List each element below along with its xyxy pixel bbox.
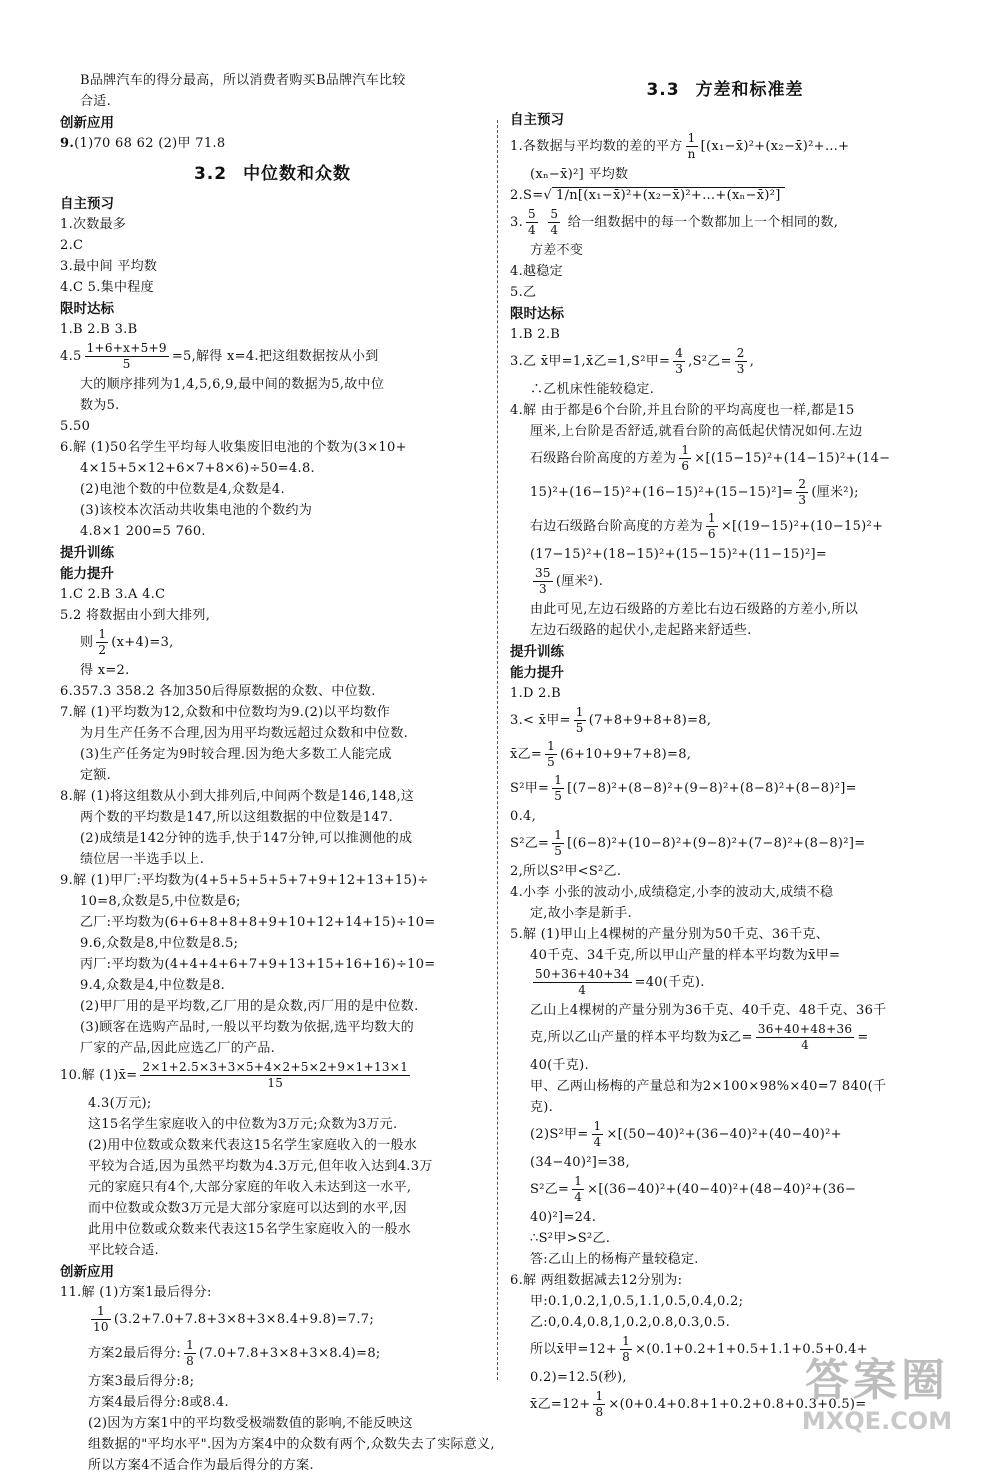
denominator: 10: [93, 1320, 109, 1334]
answer-5-eq: [60, 626, 485, 660]
text-line: 组数据的"平均水平".因为方案4中的众数有两个,众数失去了实际意义,: [88, 1437, 495, 1452]
text-line: (2)成绩是142分钟的选手,快于147分钟,可以推测他的成: [80, 831, 413, 846]
answer-line: 9.解 (1)甲厂:平均数为(4+5+5+5+5+7+9+12+13+15)÷: [60, 873, 429, 888]
denominator: n: [687, 147, 696, 161]
answer-line: 6.解 两组数据减去12分别为:: [510, 1273, 683, 1288]
text-line: 定,故小李是新手.: [530, 906, 632, 921]
answer-text: =40(千克).: [634, 975, 705, 990]
answer-text: x̄乙=: [510, 747, 543, 762]
fraction: [679, 443, 691, 474]
denominator: 5: [575, 721, 584, 735]
text-line: 4×15+5×12+6×7+8×6)÷50=4.8.: [80, 461, 315, 476]
text-line: (3)顾客在选购产品时,一般以平均数为依据,选平均数大的: [80, 1020, 415, 1035]
answer-text: 3.< x̄甲=: [510, 713, 571, 728]
text-line: 为月生产任务不合理,因为用平均数远超过众数和中位数.: [80, 726, 409, 741]
answer-text: (7+8+9+8+8)=8,: [588, 713, 712, 728]
answer-10: [60, 1059, 485, 1093]
answer-2: 2.S=√ 1/n[(x₁−x̄)²+(x₂−x̄)²+…+(xₙ−x̄)²]: [510, 185, 940, 206]
denominator: 4: [801, 1038, 809, 1052]
denominator: 6: [681, 459, 690, 473]
answer-text: 右边石级路台阶高度的方差为: [530, 519, 703, 534]
section-number: 3.3: [646, 80, 680, 100]
numerator: 1: [595, 1389, 604, 1403]
text-line: 克).: [530, 1100, 554, 1115]
text-line: 答:乙山上的杨梅产量较稳定.: [530, 1252, 699, 1267]
numerator: 1: [681, 443, 690, 457]
answer-line: 4.C 5.集中程度: [60, 280, 154, 295]
fraction: [184, 1338, 196, 1369]
text-line: 厂家的产品,因此应选乙厂的产品.: [80, 1041, 276, 1056]
subheading-training: 提升训练: [510, 644, 564, 660]
numerator: 5: [550, 207, 559, 221]
fraction: [620, 1334, 632, 1365]
answer-line: 1.C 2.B 3.A 4.C: [60, 587, 166, 602]
answer-4-eq: [510, 476, 940, 510]
subheading-preview: 自主预习: [510, 112, 564, 128]
answer-line: 5.解 (1)甲山上4棵树的产量分别为50千克、36千克、: [510, 927, 830, 942]
text-line: 平比较合适.: [88, 1243, 159, 1258]
fraction: [673, 346, 685, 377]
fraction: [552, 828, 564, 859]
text-line: 0.2)=12.5(秒),: [530, 1370, 627, 1385]
text-line: 甲:0.1,0.2,1,0.5,1.1,0.5,0.4,0.2;: [530, 1294, 744, 1309]
answer-text: 15)²+(16−15)²+(16−15)²+(15−15)²]=: [530, 485, 794, 500]
answer-5-eq: [510, 1021, 940, 1055]
answer-text: ×(0+0.4+0.8+1+0.2+0.8+0.3+0.5)=: [608, 1397, 867, 1412]
answer-line: 6.357.3 358.2 各加350后得原数据的众数、中位数.: [60, 684, 376, 699]
answer-line: 7.解 (1)平均数为12,众数和中位数均为9.(2)以平均数作: [60, 705, 391, 720]
text-line: 甲、乙两山杨梅的产量总和为2×100×98%×40=7 840(千: [530, 1079, 887, 1094]
text-line: ∴S²甲>S²乙.: [530, 1231, 611, 1246]
denominator: 3: [538, 582, 547, 596]
watermark-logo-text: 答案圈: [805, 1355, 949, 1406]
numerator: 1+6+x+5+9: [86, 341, 167, 355]
text-line: (xₙ−x̄)²] 平均数: [530, 167, 629, 182]
answer-text: ×[(50−40)²+(36−40)²+(40−40)²+: [606, 1127, 842, 1142]
denominator: 8: [622, 1350, 630, 1364]
question-number: 9.: [60, 136, 75, 151]
left-column: [60, 70, 495, 1476]
text-line: 40千克、34千克,所以甲山产量的样本平均数为x̄甲=: [530, 948, 841, 963]
answer-line: 5.50: [60, 419, 91, 434]
fraction: [91, 1304, 111, 1335]
text-line: 元的家庭只有4个,大部分家庭的年收入未达到这一水平,: [88, 1180, 412, 1195]
numerator: 1: [575, 705, 584, 719]
answer-text: 2.S=: [510, 188, 544, 203]
numerator: 1: [98, 627, 107, 641]
sqrt-expression: 1/n[(x₁−x̄)²+(x₂−x̄)²+…+(xₙ−x̄)²]: [552, 187, 785, 203]
answer-text: (厘米²);: [811, 485, 859, 500]
answer-3: [510, 206, 940, 240]
text-line: (2)甲厂用的是平均数,乙厂用的是众数,丙厂用的是中位数.: [80, 999, 419, 1014]
numerator: 1: [186, 1338, 194, 1352]
text-line: 合适.: [80, 94, 112, 109]
right-column: [510, 70, 940, 1422]
numerator: 50+36+40+34: [535, 967, 630, 981]
answer-text: ×[(19−15)²+(10−15)²+: [720, 519, 884, 534]
denominator: 8: [595, 1405, 604, 1419]
answer-line: 4.越稳定: [510, 264, 563, 279]
text-line: 所以方案4不适合作为最后得分的方案.: [88, 1458, 314, 1473]
text-line: 厘米,上台阶是否舒适,就看台阶的高低起伏情况如何.左边: [530, 424, 863, 439]
denominator: 8: [186, 1354, 194, 1368]
numerator: 1: [593, 1119, 602, 1133]
text-line: 40(千克).: [530, 1058, 589, 1073]
answer-text: 3.乙 x̄甲=1,x̄乙=1,S²甲=: [510, 354, 671, 369]
section-number: 3.2: [193, 164, 228, 184]
answer-text: S²甲=: [510, 781, 550, 796]
answer-text: 石级路台阶高度的方差为: [530, 451, 677, 466]
fraction: [526, 207, 538, 238]
subheading-preview: 自主预习: [60, 196, 114, 212]
answer-text: (厘米²).: [555, 574, 604, 589]
numerator: 5: [528, 207, 536, 221]
text-line: (3)生产任务定为9时较合理.因为绝大多数工人能完成: [80, 747, 392, 762]
denominator: 4: [550, 223, 559, 237]
text-line: 定额.: [80, 768, 112, 783]
answer-text: S²乙=: [530, 1182, 570, 1197]
text-line: (2)因为方案1中的平均数受极端数值的影响,不能反映这: [88, 1416, 413, 1431]
answer-text: (x+4)=3,: [111, 635, 174, 650]
numerator: 1: [91, 1304, 111, 1320]
text-line: 9.4,众数是4,中位数是8.: [80, 978, 226, 993]
text-line: (2)电池个数的中位数是4,众数是4.: [80, 482, 285, 497]
answer-text: =: [857, 1030, 869, 1045]
watermark-url: MXQE.COM: [801, 1407, 953, 1435]
text-line: 而中位数或众数3万元是大部分家庭可以达到的水平,因: [88, 1201, 407, 1216]
answer-line: 4.小李 小张的波动小,成绩稳定,小李的波动大,成绩不稳: [510, 885, 834, 900]
answer-line: 5.乙: [510, 285, 537, 300]
text-line: 9.6,众数是8,中位数是8.5;: [80, 936, 239, 951]
numerator: 1: [554, 828, 563, 842]
answer-text: 方案2最后得分:: [88, 1346, 182, 1361]
text-line: ∴乙机床性能较稳定.: [530, 382, 655, 397]
numerator: 35: [535, 566, 551, 580]
text-line: 方案4最后得分:8或8.4.: [88, 1395, 229, 1410]
answer-text: (1)70 68 62 (2)甲 71.8: [74, 136, 226, 151]
denominator: 4: [578, 983, 587, 997]
answer-text: ×[(15−15)²+(14−15)²+(14−: [694, 451, 891, 466]
answer-9: [60, 133, 485, 154]
numerator: 4: [675, 346, 684, 360]
text-line: (34−40)²]=38,: [530, 1155, 630, 1170]
denominator: 5: [122, 357, 131, 371]
text-line: 方案3最后得分:8;: [88, 1374, 195, 1389]
text-line: (3)该校本次活动共收集电池的个数约为: [80, 503, 313, 518]
answer-text: 克,所以乙山产量的样本平均数为x̄乙=: [530, 1030, 753, 1045]
answer-line: 1.B 2.B 3.B: [60, 322, 138, 337]
answer-line: 6.解 (1)50名学生平均每人收集废旧电池的个数为(3×10+: [60, 440, 407, 455]
answer-text: 给一组数据中的每一个数都加上一个相同的数,: [567, 215, 839, 230]
fraction: [735, 346, 747, 377]
subheading-training: 提升训练: [60, 545, 114, 561]
subheading-ability: 能力提升: [510, 665, 564, 681]
denominator: 3: [675, 362, 684, 376]
answer-1: [510, 130, 940, 164]
question-number: 4.5: [60, 349, 82, 364]
fraction: [545, 739, 557, 770]
fraction: [592, 1119, 604, 1150]
text-line: 4.3(万元);: [88, 1096, 152, 1111]
numerator: 1: [707, 511, 716, 525]
answer-text: x̄乙=12+: [530, 1397, 591, 1412]
numerator: 2×1+2.5×3+3×5+4×2+5×2+9×1+13×1: [142, 1060, 409, 1074]
answer-line: 8.解 (1)将这组数从小到大排列后,中间两个数是146,148,这: [60, 789, 415, 804]
fraction: [552, 773, 564, 804]
subheading-ability: 能力提升: [60, 566, 114, 582]
section-name: 方差和标准差: [695, 80, 804, 100]
numerator: 1: [547, 739, 556, 753]
denominator: 3: [798, 493, 807, 507]
question-number: 3.: [510, 215, 524, 230]
answer-text: ,S²乙=: [688, 354, 732, 369]
fraction: [706, 511, 718, 542]
text-line: 丙厂:平均数为(4+4+4+6+7+9+13+15+16+16)÷10=: [80, 957, 436, 972]
answer-text: 10.解 (1)x̄=: [60, 1068, 138, 1083]
fraction: [140, 1060, 410, 1091]
text-line: 这15名学生家庭收入的中位数为3万元;众数为3万元.: [88, 1117, 398, 1132]
text-line: 得 x=2.: [80, 663, 130, 678]
fraction: [756, 1022, 855, 1053]
text-line: 绩位居一半选手以上.: [80, 852, 205, 867]
answer-line: 11.解 (1)方案1最后得分:: [60, 1285, 212, 1300]
denominator: 3: [736, 362, 745, 376]
answer-3-eq: [510, 704, 940, 738]
answer-11-eq: [60, 1303, 485, 1337]
text-line: 10=8,众数是5,中位数是6;: [80, 894, 241, 909]
answer-line: 1.D 2.B: [510, 686, 562, 701]
answer-4-eq: [510, 565, 940, 599]
answer-line: 1.B 2.B: [510, 327, 561, 342]
section-title-3-2: [60, 164, 485, 185]
text-line: (2)用中位数或众数来代表这15名学生家庭收入的一般水: [88, 1138, 418, 1153]
numerator: 1: [686, 131, 698, 147]
denominator: 4: [593, 1135, 602, 1149]
fraction: [572, 1174, 584, 1205]
text-line: 两个数的平均数是147,所以这组数据的中位数是147.: [80, 810, 393, 825]
text-line: 此用中位数或众数来代表这15名学生家庭收入的一般水: [88, 1222, 412, 1237]
text-line: 乙厂:平均数为(6+6+8+8+8+9+10+12+14+15)÷10=: [80, 915, 436, 930]
answer-text: (2)S²甲=: [530, 1127, 589, 1142]
answer-text: S²乙=: [510, 836, 550, 851]
answer-text: 则: [80, 635, 94, 650]
text-line: 2,所以S²甲<S²乙.: [510, 864, 622, 879]
answer-line: 4.解 由于都是6个台阶,并且台阶的平均高度也一样,都是15: [510, 403, 855, 418]
subheading-innovation: 创新应用: [60, 115, 114, 131]
answer-4-eq: [510, 510, 940, 544]
numerator: 1: [574, 1174, 583, 1188]
denominator: 4: [574, 1190, 583, 1204]
watermark-logo: [782, 1355, 972, 1445]
text-line: 乙:0,0.4,0.8,1,0.2,0.8,0.3,0.5.: [530, 1315, 731, 1330]
subheading-timed: 限时达标: [510, 306, 564, 322]
answer-text: =5,解得 x=4.把这组数据按从小到: [171, 349, 379, 364]
numerator: 1: [622, 1334, 630, 1348]
text-line: 由此可见,左边石级路的方差比右边石级路的方差小,所以: [530, 602, 859, 617]
answer-4-eq: [510, 442, 940, 476]
fraction: [533, 967, 632, 998]
fraction: [593, 1389, 605, 1420]
fraction: [548, 207, 560, 238]
answer-text: ×(0.1+0.2+1+0.5+1.1+0.5+0.4+: [635, 1342, 868, 1357]
text-line: B品牌汽车的得分最高，所以消费者购买B品牌汽车比较: [80, 73, 406, 88]
answer-5-eq: [510, 1118, 940, 1152]
denominator: 5: [547, 755, 556, 769]
text-line: 0.4,: [510, 809, 537, 824]
answer-line: 2.C: [60, 238, 84, 253]
section-title-3-3: [510, 80, 940, 101]
numerator: 1: [554, 773, 563, 787]
answer-5-eq: [510, 966, 940, 1000]
answer-text: (3.2+7.0+7.8+3×8+3×8.4+9.8)=7.7;: [113, 1312, 374, 1327]
denominator: 2: [98, 643, 107, 657]
numerator: 2: [736, 346, 745, 360]
answer-text: 1.各数据与平均数的差的平方: [510, 139, 683, 154]
answer-line: 1.次数最多: [60, 217, 127, 232]
section-name: 中位数和众数: [243, 164, 352, 184]
answer-3-eq: [510, 772, 940, 806]
fraction: [85, 341, 169, 372]
answer-text: 所以x̄甲=12+: [530, 1342, 618, 1357]
fraction: [533, 566, 553, 597]
text-line: 乙山上4棵树的产量分别为36千克、40千克、48千克、36千: [530, 1003, 887, 1018]
answer-text: [(7−8)²+(8−8)²+(9−8)²+(8−8)²+(8−8)²]=: [567, 781, 857, 796]
answer-text: ×[(36−40)²+(40−40)²+(48−40)²+(36−: [587, 1182, 857, 1197]
denominator: 4: [528, 223, 536, 237]
text-line: 40)²]=24.: [530, 1210, 597, 1225]
answer-text: [(6−8)²+(10−8)²+(9−8)²+(7−8)²+(8−8)²]=: [567, 836, 866, 851]
answer-text: (6+10+9+7+8)=8,: [560, 747, 692, 762]
subheading-timed: 限时达标: [60, 301, 114, 317]
fraction: [96, 627, 108, 658]
column-divider: [497, 120, 498, 1380]
subheading-innovation: 创新应用: [60, 1264, 114, 1280]
text-line: 方差不变: [530, 243, 584, 258]
answer-line: 3.最中间 平均数: [60, 259, 158, 274]
answer-3: [510, 345, 940, 379]
answer-3-eq: [510, 827, 940, 861]
answer-3-eq: [510, 738, 940, 772]
fraction: [574, 705, 586, 736]
text-line: 4.8×1 200=5 760.: [80, 524, 206, 539]
answer-11-eq: [60, 1337, 485, 1371]
text-line: 平较为合适,因为虽然平均数为4.3万元,但年收入达到4.3万: [88, 1159, 433, 1174]
answer-text: (7.0+7.8+3×8+3×8.4)=8;: [199, 1346, 381, 1361]
answer-5-eq: [510, 1173, 940, 1207]
answer-4: [60, 340, 485, 374]
answer-line: 5.2 将数据由小到大排列,: [60, 608, 211, 623]
denominator: 15: [267, 1076, 284, 1090]
text-line: 大的顺序排列为1,4,5,6,9,最中间的数据为5,故中位: [80, 377, 385, 392]
fraction: [796, 477, 808, 508]
denominator: 6: [707, 527, 716, 541]
numerator: 2: [798, 477, 807, 491]
answer-text: ,: [749, 354, 755, 369]
numerator: 36+40+48+36: [757, 1022, 853, 1036]
answer-text: [(x₁−x̄)²+(x₂−x̄)²+…+: [700, 139, 850, 154]
fraction: [686, 131, 698, 162]
text-line: 数为5.: [80, 398, 120, 413]
denominator: 5: [554, 789, 563, 803]
text-line: (17−15)²+(18−15)²+(15−15)²+(11−15)²]=: [530, 547, 828, 562]
text-line: 左边石级路的起伏小,走起路来舒适些.: [530, 623, 752, 638]
denominator: 5: [554, 844, 563, 858]
